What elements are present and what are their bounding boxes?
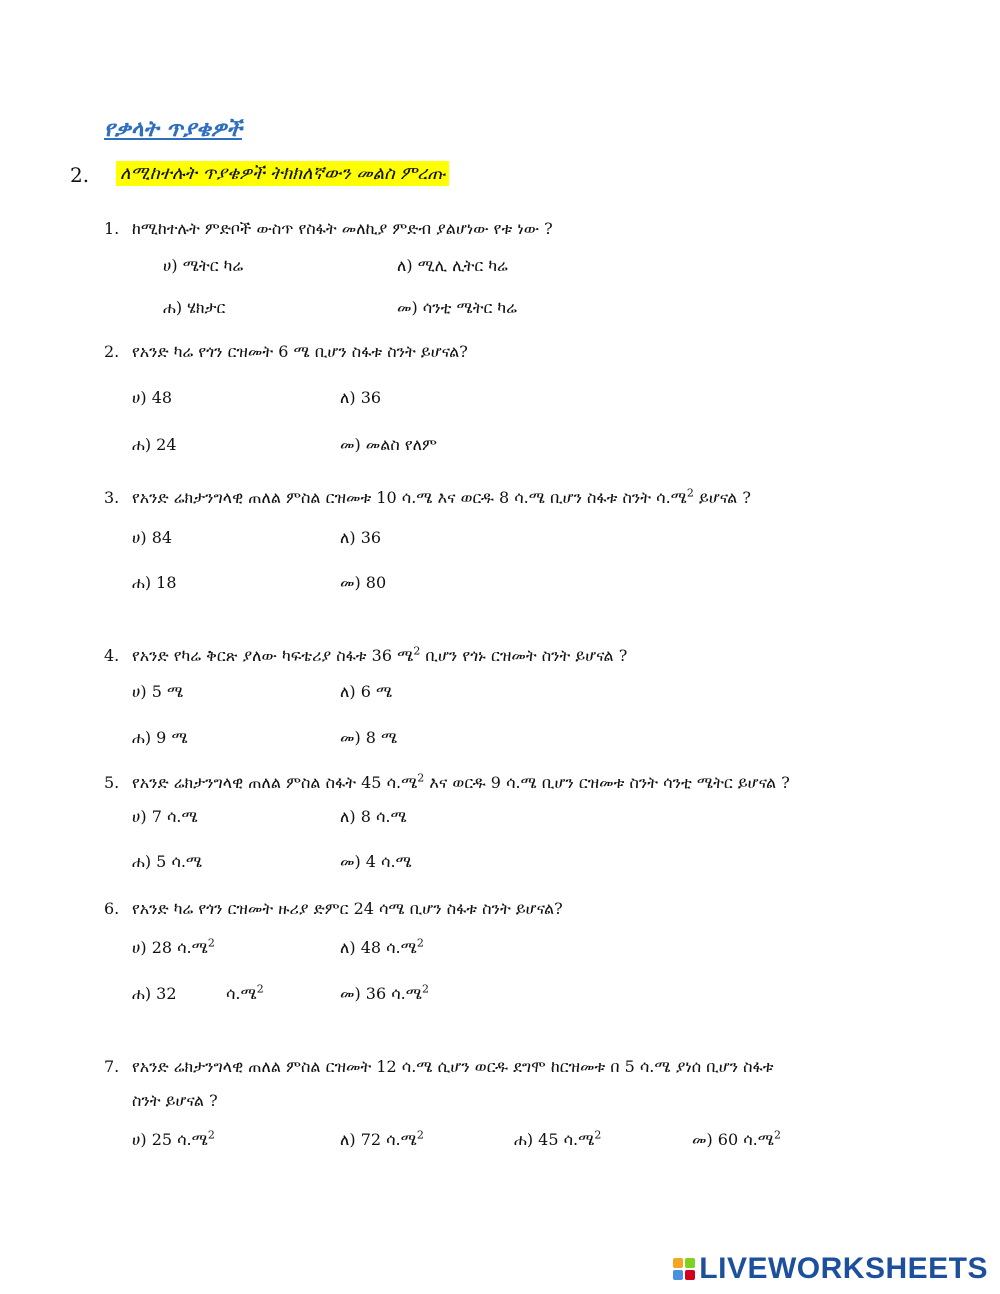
option-d[interactable]: መ) 80	[340, 573, 387, 592]
question-text-tail: ይሆናል ?	[693, 488, 751, 507]
logo-blocks-icon	[673, 1258, 695, 1280]
option-d[interactable]: መ) 8 ሜ	[340, 728, 398, 747]
section-number: 2.	[70, 163, 90, 187]
page-title: የቃላት ጥያቄዎች	[104, 116, 242, 142]
question-3	[104, 488, 751, 508]
superscript: 2	[413, 644, 421, 658]
question-number: 7.	[104, 1057, 120, 1076]
question-6	[104, 899, 563, 919]
question-number: 5.	[104, 773, 120, 792]
question-text: የአንድ ካሬ የጎን ርዝመት ዙሪያ ድምር 24 ሳሜ ቢሆን ስፋቱ ስንት ይሆናል?	[132, 899, 563, 918]
superscript: 2	[417, 771, 425, 785]
option-a[interactable]: ሀ) ሜትር ካሬ	[163, 256, 244, 275]
option-d[interactable]: መ) 60 ሳ.ሜ$^2$	[692, 1128, 781, 1149]
question-text: የአንድ ሬክታንግላዊ ጠለል ምስል ርዝመት 12 ሳ.ሜ ሲሆን ወርዱ ደግሞ ከርዝመቱ በ 5 ሳ.ሜ ያነሰ ቢሆን ስፋቱ	[132, 1057, 774, 1076]
option-b[interactable]: ለ) 6 ሜ	[340, 682, 393, 701]
question-text-tail: እና ወርዱ 9 ሳ.ሜ ቢሆን ርዝመቱ ስንት ሳንቲ ሜትር ይሆናል ?	[424, 773, 790, 792]
question-7	[104, 1057, 774, 1077]
option-c[interactable]: ሐ) 45 ሳ.ሜ$^2$	[514, 1128, 602, 1149]
option-a[interactable]: ሀ) 7 ሳ.ሜ	[132, 807, 198, 826]
question-number: 1.	[104, 219, 120, 238]
question-4	[104, 646, 627, 666]
option-b[interactable]: ለ) 36	[340, 528, 382, 547]
option-c[interactable]: ሐ) 9 ሜ	[132, 728, 188, 747]
option-d[interactable]: መ) መልስ የለም	[340, 435, 438, 454]
question-number: 2.	[104, 342, 120, 361]
option-a[interactable]: ሀ) 5 ሜ	[132, 682, 184, 701]
question-text: የአንድ ሬክታንግላዊ ጠለል ምስል ስፋት 45 ሳ.ሜ	[132, 773, 418, 792]
question-1	[104, 219, 553, 239]
question-text: የአንድ ሬክታንግላዊ ጠለል ምስል ርዝመቱ 10 ሳ.ሜ እና ወርዱ 8 ሳ.ሜ ቢሆን ስፋቱ ስንት ሳ.ሜ	[132, 488, 687, 507]
option-c[interactable]: ሐ) ሄክታር	[163, 298, 226, 317]
liveworksheets-logo	[673, 1252, 988, 1286]
question-text: የአንድ ካሬ የጎን ርዝመት 6 ሜ ቢሆን ስፋቱ ስንት ይሆናል?	[132, 342, 468, 361]
logo-text: LIVEWORKSHEETS	[699, 1252, 988, 1285]
question-text: የአንድ የካሬ ቅርጽ ያለው ካፍቴሪያ ስፋቱ 36 ሜ	[132, 646, 414, 665]
option-b[interactable]: ለ) 8 ሳ.ሜ	[340, 807, 407, 826]
option-c[interactable]: ሐ) 18	[132, 573, 177, 592]
option-a[interactable]: ሀ) 25 ሳ.ሜ$^2$	[132, 1128, 215, 1149]
question-number: 4.	[104, 646, 120, 665]
question-7-line-2: ስንት ይሆናል ?	[132, 1091, 218, 1110]
option-c[interactable]: ሐ) 5 ሳ.ሜ	[132, 852, 203, 871]
option-b[interactable]: ለ) 48 ሳ.ሜ$^2$	[340, 936, 424, 957]
question-number: 3.	[104, 488, 120, 507]
option-d[interactable]: መ) ሳንቲ ሜትር ካሬ	[397, 298, 517, 317]
question-2	[104, 342, 468, 362]
question-text: ከሚከተሉት ምድቦች ውስጥ የስፋት መለኪያ ምድብ ያልሆነው የቱ ነው ?	[132, 219, 553, 238]
section-instruction: ለሚከተሉት ጥያቄዎች ትክክለኛውን መልስ ምረጡ	[116, 161, 449, 186]
option-c[interactable]: ሐ) 24	[132, 435, 177, 454]
option-d[interactable]: መ) 36 ሳ.ሜ$^2$	[340, 982, 429, 1003]
option-b[interactable]: ለ) ሚሊ ሊትር ካሬ	[397, 256, 508, 275]
option-a[interactable]: ሀ) 48	[132, 388, 173, 407]
question-text-tail: ቢሆን የጎኑ ርዝመት ስንት ይሆናል ?	[420, 646, 628, 665]
option-d[interactable]: መ) 4 ሳ.ሜ	[340, 852, 412, 871]
option-c[interactable]: ሐ) 32	[132, 984, 177, 1003]
question-number: 6.	[104, 899, 120, 918]
option-b[interactable]: ለ) 72 ሳ.ሜ$^2$	[340, 1128, 424, 1149]
option-c-unit: ሳ.ሜ$^2$	[226, 982, 264, 1003]
option-a[interactable]: ሀ) 28 ሳ.ሜ$^2$	[132, 936, 215, 957]
superscript: 2	[686, 486, 694, 500]
option-a[interactable]: ሀ) 84	[132, 528, 173, 547]
question-5	[104, 773, 790, 793]
option-b[interactable]: ለ) 36	[340, 388, 382, 407]
